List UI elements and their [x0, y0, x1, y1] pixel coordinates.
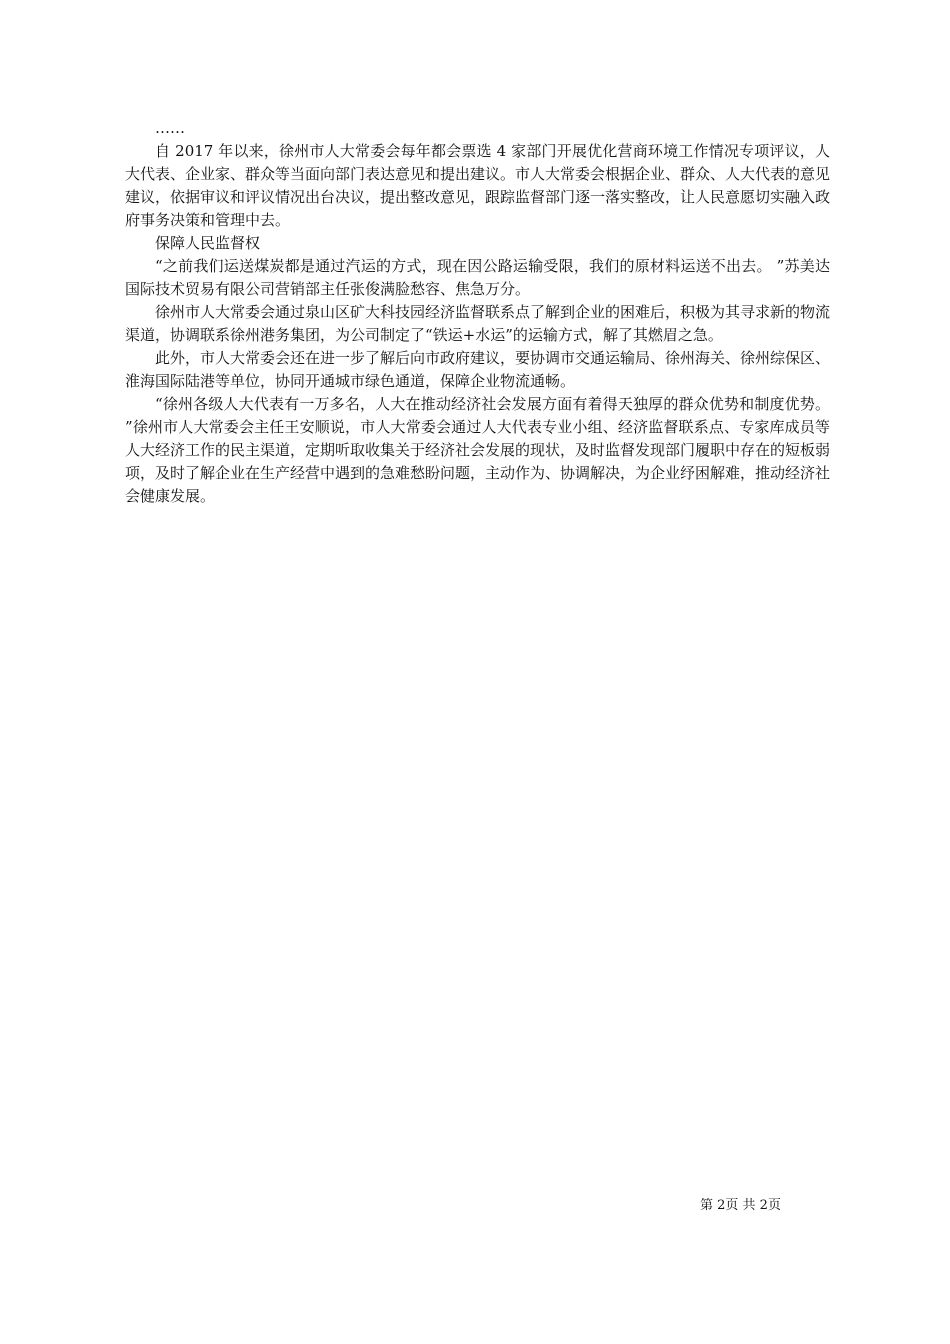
document-body: [125, 117, 830, 508]
paragraph-coal-transport-quote: “之前我们运送煤炭都是通过汽运的方式，现在因公路运输受限，我们的原材料运送不出去。 ”苏美达国际技术贸易有限公司营销部主任张俊满脸愁容、焦急万分。: [125, 257, 830, 298]
paragraph-logistics-solution: 徐州市人大常委会通过泉山区矿大科技园经济监督联系点了解到企业的困难后，积极为其寻求新的物流渠道，协调联系徐州港务集团，为公司制定了“铁运+水运”的运输方式，解了其燃眉之急。: [125, 303, 831, 344]
ellipsis-paragraph: ……: [155, 119, 185, 137]
section-heading-supervision: 保障人民监督权: [155, 234, 261, 252]
page-number-footer: 第 2页 共 2页: [700, 1198, 781, 1213]
paragraph-deputies-quote: “徐州各级人大代表有一万多名，人大在推动经济社会发展方面有着得天独厚的群众优势和制度优势。 ”徐州市人大常委会主任王安顺说，市人大常委会通过人大代表专业小组、经济监督联系点、专家库成员等人大经济工作的民主渠道，定期听取收集关于经济社会发展的现状，及时监督发现部门履职中存在的短板弱项，及时了解企业在生产经营中遇到的急难愁盼问题，主动作为、协调解决，为企业纾困解难，推动经济社会健康发展。: [125, 395, 831, 505]
paragraph-2017-evaluation: 自 2017 年以来，徐州市人大常委会每年都会票选 4 家部门开展优化营商环境工作情况专项评议，人大代表、企业家、群众等当面向部门表达意见和提出建议。市人大常委会根据企业、群众、人大代表的意见建议，依据审议和评议情况出台决议，提出整改意见，跟踪监督部门逐一落实整改，让人民意愿切实融入政府事务决策和管理中去。: [125, 142, 831, 229]
paragraph-green-channel: 此外，市人大常委会还在进一步了解后向市政府建议，要协调市交通运输局、徐州海关、徐州综保区、淮海国际陆港等单位，协同开通城市绿色通道，保障企业物流通畅。: [125, 349, 831, 390]
